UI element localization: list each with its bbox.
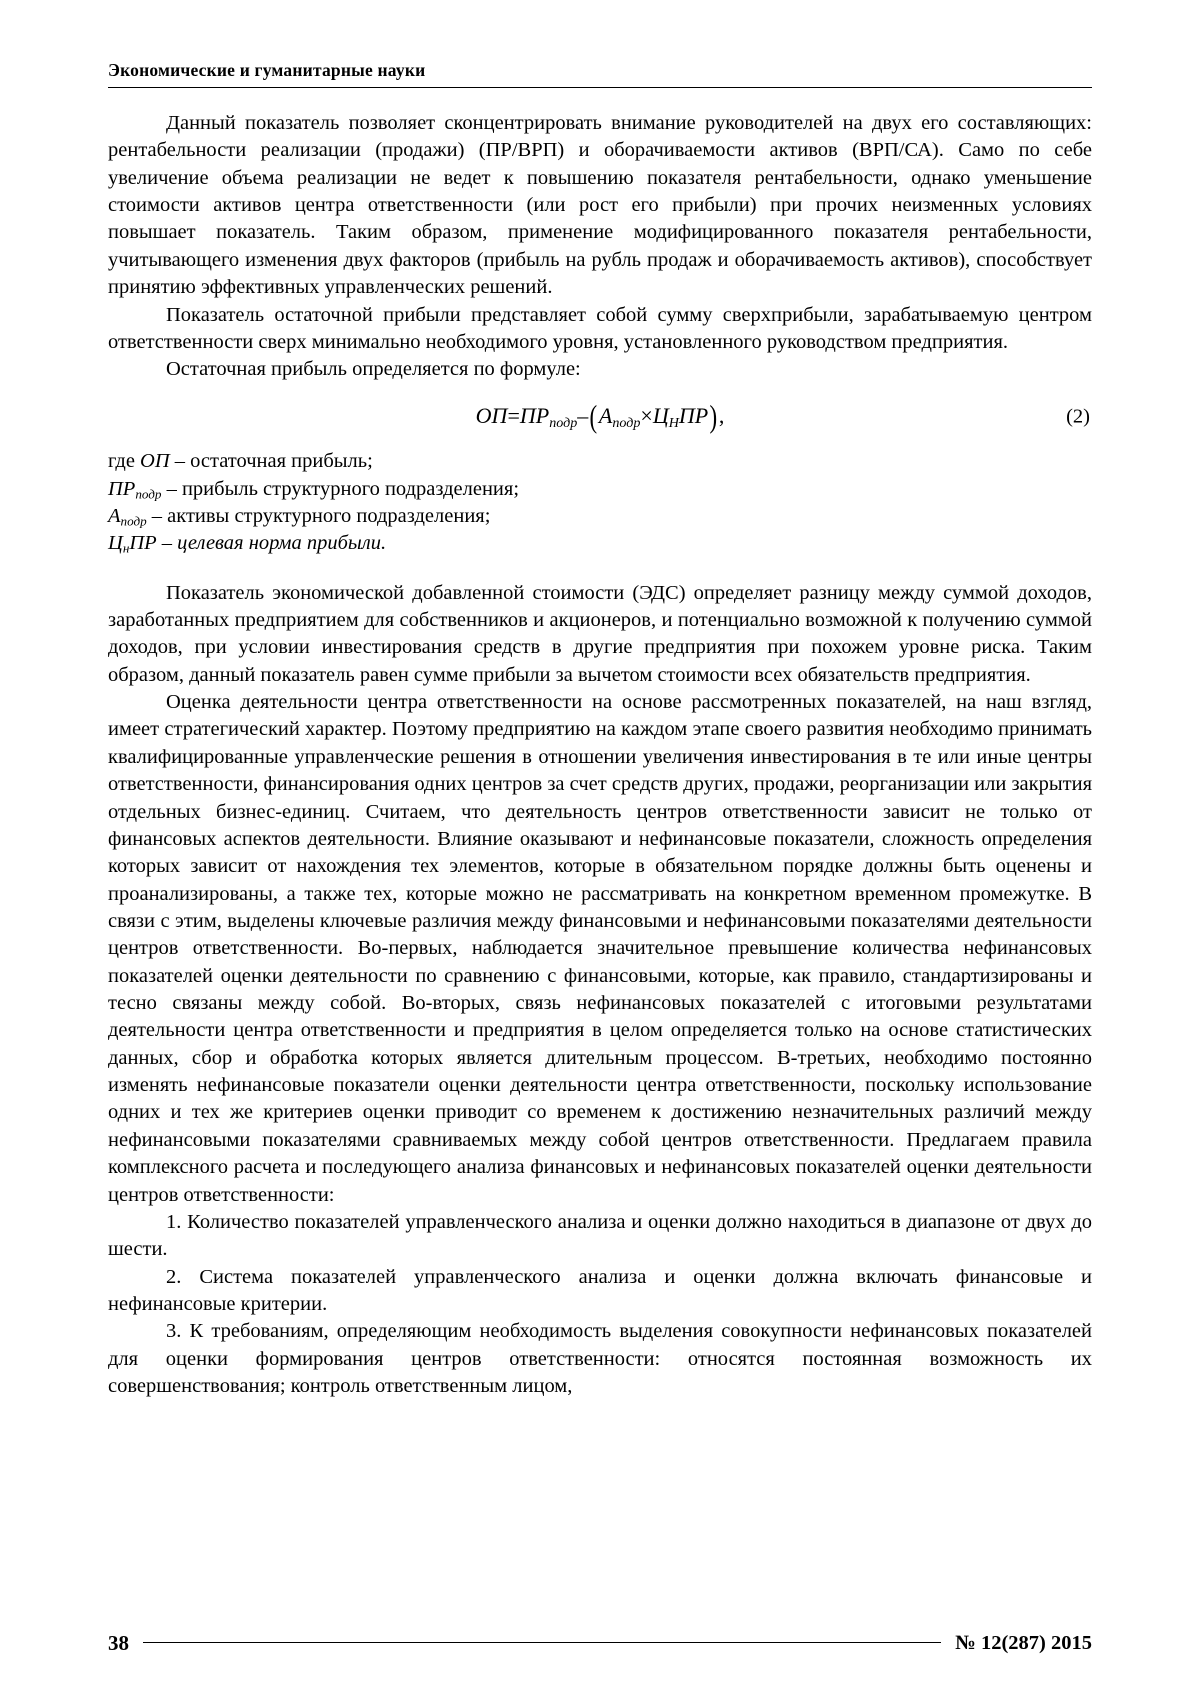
footer-rule — [143, 1641, 941, 1643]
legend-line-1 — [108, 448, 1092, 475]
paragraph-3: Остаточная прибыль определяется по формуле: — [166, 358, 581, 381]
formula-times: × — [640, 402, 653, 428]
paragraph-7: 2. Система показателей управленческого анализа и оценки должна включать финансовые и нефинансовые критерии. — [108, 1265, 1092, 1315]
legend-text-3: – активы структурного подразделения; — [146, 504, 491, 527]
paragraph-8: 3. К требованиям, определяющим необходимость выделения совокупности нефинансовых показателей для оценки формирования центров ответственности: относятся постоянная возможность их совершенствования; контроль ответственным лицом, — [108, 1320, 1092, 1398]
legend-sub-4: н — [122, 540, 130, 556]
legend-symbol-2: ПР — [108, 477, 136, 500]
formula-number: (2) — [1066, 405, 1090, 428]
formula-pr-sub: подр — [549, 414, 578, 431]
legend-line-3 — [108, 503, 1092, 530]
page-content — [108, 110, 1092, 1400]
legend-sub-2: подр — [135, 486, 162, 502]
paragraph-1: Данный показатель позволяет сконцентрировать внимание руководителей на двух его составляющих: рентабельности реализации (продажи) (ПР/ВРП) и оборачиваемости активов (ВРП/СА). Само по себе увеличение объема реализации не ведет к повышению показателя рентабельности, однако уменьшение стоимости активов центра ответственности (или рост его прибыли) при прочих неизменных условиях повышает показатель. Таким образом, применение модифицированного показателя рентабельности, учитывающего изменения двух факторов (прибыль на рубль продаж и оборачиваемость активов), способствует принятию эффективных управленческих решений. — [108, 112, 1092, 299]
formula-minus: – — [577, 402, 589, 428]
legend-symbol-4: Ц — [108, 532, 123, 555]
formula-cn-sub: Н — [668, 414, 679, 431]
legend-text-4: ПР – целевая норма прибыли. — [129, 532, 387, 555]
legend-sub-3: подр — [120, 513, 147, 529]
paragraph-6: 1. Количество показателей управленческого анализа и оценки должно находиться в диапазоне от двух до шести. — [108, 1210, 1092, 1261]
formula-op: ОП — [475, 402, 508, 428]
paragraph-2: Показатель остаточной прибыли представляет собой сумму сверхприбыли, зарабатываемую центром ответственности сверх минимально необходимого уровня, установленного руководством предприятия. — [108, 303, 1092, 353]
issue-label: № 12(287) 2015 — [955, 1632, 1092, 1654]
page-footer — [108, 1631, 1092, 1656]
legend-symbol-1: ОП — [140, 450, 170, 473]
formula-expression — [476, 396, 725, 439]
paragraph-4: Показатель экономической добавленной стоимости (ЭДС) определяет разницу между суммой доходов, заработанных предприятием для собственников и акционеров, и потенциально возможной к получению суммой доходов, при условии инвестирования средств в другие предприятия при похожем уровне риска. Таким образом, данный показатель равен сумме прибыли за вычетом стоимости всех обязательств предприятия. — [108, 581, 1092, 686]
legend-symbol-3: А — [108, 504, 121, 527]
legend-line-2 — [108, 476, 1092, 503]
formula-2 — [108, 396, 1092, 439]
legend-text-2: – прибыль структурного подразделения; — [161, 477, 520, 500]
formula-equals: = — [507, 402, 520, 428]
running-head: Экономические и гуманитарные науки — [108, 60, 426, 80]
spacer — [108, 558, 1092, 580]
formula-a: А — [598, 402, 613, 428]
formula-cn-tail: ПР — [678, 402, 709, 428]
formula-cn: Ц — [652, 402, 669, 428]
formula-close-paren: ) — [709, 398, 718, 434]
legend-line-4 — [108, 530, 1092, 557]
formula-a-sub: подр — [612, 414, 641, 431]
formula-comma: , — [718, 402, 725, 428]
page-number: 38 — [108, 1631, 129, 1655]
header-rule — [108, 87, 1092, 88]
formula-open-paren: ( — [589, 398, 598, 434]
legend-text-1: – остаточная прибыль; — [169, 450, 373, 473]
legend-prefix-1: где — [108, 450, 141, 473]
paragraph-5: Оценка деятельности центра ответственности на основе рассмотренных показателей, на наш взгляд, имеет стратегический характер. Поэтому предприятию на каждом этапе своего развития необходимо принимать квалифицированные управленческие решения в отношении увеличения инвестирования в те или иные центры ответственности, финансирования одних центров за счет средств других, продажи, реорганизации или закрытия отдельных бизнес-единиц. Считаем, что деятельность центров ответственности зависит не только от финансовых аспектов деятельности. Влияние оказывают и нефинансовые показатели, сложность определения которых зависит от нахождения тех элементов, которые в обязательном порядке должны быть оценены и проанализированы, а также тех, которые можно не рассматривать на конкретном временном промежутке. В связи с этим, выделены ключевые различия между финансовыми и нефинансовыми показателями деятельности центров ответственности. Во-первых, наблюдается значительное превышение количества нефинансовых показателей оценки деятельности по сравнению с финансовыми, которые, как правило, стандартизированы и тесно связаны между собой. Во-вторых, связь нефинансовых показателей с итоговыми результатами деятельности центра ответственности и предприятия в целом определяется только на основе статистических данных, сбор и обработка которых является длительным процессом. В-третьих, необходимо постоянно изменять нефинансовые показатели оценки деятельности центра ответственности, поскольку использование одних и тех же критериев оценки приводит со временем к достижению незначительных различий между нефинансовыми показателями сравниваемых между собой центров ответственности. Предлагаем правила комплексного расчета и последующего анализа финансовых и нефинансовых показателей оценки деятельности центров ответственности: — [108, 691, 1092, 1206]
formula-pr: ПР — [519, 402, 550, 428]
